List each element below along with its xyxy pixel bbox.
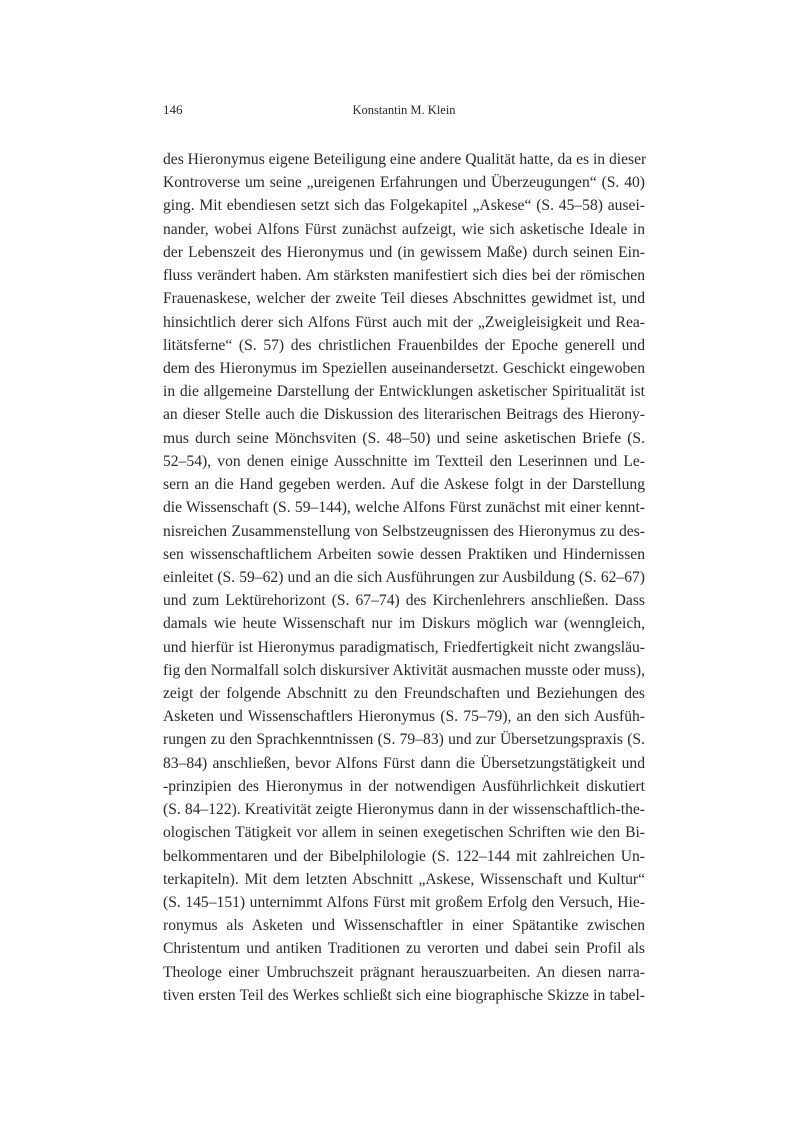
text-line: ging. Mit ebendiesen setzt sich das Folgekapitel „Askese“ (S. 45–58) ausei-	[163, 197, 645, 215]
text-line: terkapiteln). Mit dem letzten Abschnitt „Askese, Wissenschaft und Kultur“	[163, 870, 645, 888]
text-line: hinsichtlich derer sich Alfons Fürst auch mit der „Zweigleisigkeit und Rea-	[163, 313, 645, 331]
text-line: sern an die Hand gegeben werden. Auf die Askese folgt in der Darstellung	[163, 476, 645, 494]
text-line: nander, wobei Alfons Fürst zunächst aufzeigt, wie sich asketische Ideale in	[163, 220, 645, 238]
text-line: des Hieronymus eigene Beteiligung eine andere Qualität hatte, da es in dieser	[163, 151, 647, 168]
text-line: und hierfür ist Hieronymus paradigmatisch, Friedfertigkeit nicht zwangsläu-	[163, 638, 645, 656]
text-line: ronymus als Asketen und Wissenschaftler in einer Spätantike zwischen	[163, 917, 645, 935]
text-line: ologischen Tätigkeit vor allem in seinen exegetischen Schriften wie den Bi-	[163, 824, 645, 842]
text-line: -prinzipien des Hieronymus in der notwendigen Ausführlichkeit diskutiert	[163, 777, 645, 795]
text-line: Frauenaskese, welcher der zweite Teil dieses Abschnittes gewidmet ist, und	[163, 290, 645, 308]
text-line: belkommentaren und der Bibelphilologie (S. 122–144 mit zahlreichen Un-	[163, 847, 645, 865]
text-line: zeigt der folgende Abschnitt zu den Freundschaften und Beziehungen des	[163, 685, 645, 703]
page-number: 146	[163, 102, 183, 117]
text-line: einleitet (S. 59–62) und an die sich Ausführungen zur Ausbildung (S. 62–67)	[163, 568, 645, 586]
text-line: sen wissenschaftlichem Arbeiten sowie dessen Praktiken und Hindernissen	[163, 545, 645, 563]
text-line: Christentum und antiken Traditionen zu verorten und dabei sein Profil als	[163, 940, 645, 958]
text-line: fluss verändert haben. Am stärksten manifestiert sich dies bei der römischen	[163, 267, 645, 285]
text-line: Theologe einer Umbruchszeit prägnant herauszuarbeiten. An diesen narra-	[163, 963, 645, 981]
text-line: an dieser Stelle auch die Diskussion des literarischen Beitrags des Hierony-	[163, 406, 645, 424]
text-line: fig den Normalfall solch diskursiver Aktivität ausmachen musste oder muss),	[163, 661, 645, 679]
text-line: litätsferne“ (S. 57) des christlichen Frauenbildes der Epoche generell und	[163, 336, 645, 354]
text-line: Kontroverse um seine „ureigenen Erfahrungen und Überzeugungen“ (S. 40)	[163, 174, 645, 192]
text-line: Asketen und Wissenschaftlers Hieronymus (S. 75–79), an den sich Ausfüh-	[163, 708, 645, 726]
text-line: 52–54), von denen einige Ausschnitte im Textteil den Leserinnen und Le-	[163, 452, 645, 470]
text-line: 83–84) anschließen, bevor Alfons Fürst dann die Übersetzungstätigkeit und	[163, 754, 645, 772]
text-line: mus durch seine Mönchsviten (S. 48–50) und seine asketischen Briefe (S.	[163, 429, 645, 447]
text-line: der Lebenszeit des Hieronymus und (in gewissem Maße) durch seinen Ein-	[163, 243, 645, 261]
text-line: in die allgemeine Darstellung der Entwicklungen asketischer Spiritualität ist	[163, 383, 645, 401]
text-line: und zum Lektürehorizont (S. 67–74) des Kirchenlehrers anschließen. Dass	[163, 592, 645, 610]
text-line: damals wie heute Wissenschaft nur im Diskurs möglich war (wenngleich,	[163, 615, 645, 633]
text-line: dem des Hieronymus im Speziellen auseinandersetzt. Geschickt eingewoben	[163, 359, 645, 377]
text-line: tiven ersten Teil des Werkes schließt sich eine biographische Skizze in tabel-	[163, 986, 645, 1004]
text-line: (S. 145–151) unternimmt Alfons Fürst mit großem Erfolg den Versuch, Hie-	[163, 894, 645, 911]
running-head: Konstantin M. Klein	[352, 103, 456, 117]
text-line: nisreichen Zusammenstellung von Selbstzeugnissen des Hieronymus zu des-	[163, 522, 645, 540]
text-line: rungen zu den Sprachkenntnissen (S. 79–83) und zur Übersetzungspraxis (S.	[163, 731, 645, 749]
body-text	[163, 148, 645, 1007]
text-line: (S. 84–122). Kreativität zeigte Hieronymus dann in der wissenschaftlich-the-	[163, 801, 645, 819]
text-line: die Wissenschaft (S. 59–144), welche Alfons Fürst zunächst mit einer kennt-	[163, 499, 645, 517]
